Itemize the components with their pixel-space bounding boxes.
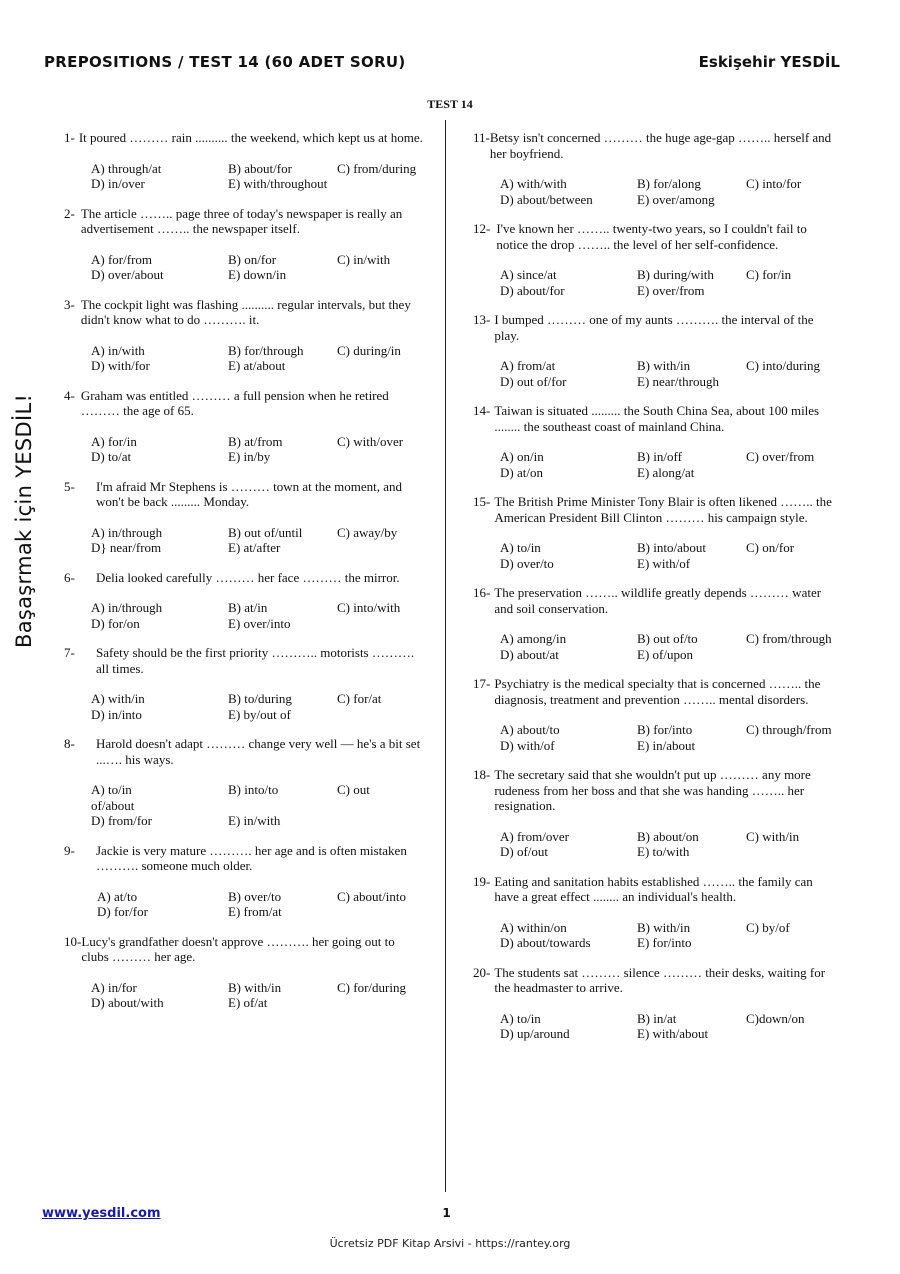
option-c-cont[interactable]: of/about: [91, 797, 135, 813]
option-e[interactable]: E) with/about: [637, 1026, 709, 1041]
question: [64, 206, 424, 283]
column-divider: [445, 120, 446, 1192]
option-c[interactable]: C) with/over: [337, 433, 404, 449]
question: [473, 965, 833, 1042]
options: [64, 525, 424, 556]
option-b[interactable]: B) into/to: [228, 782, 279, 797]
question-number: 13-: [473, 312, 491, 327]
question-text: Safety should be the first priority ……….. motorists ………. all times.: [96, 645, 415, 676]
document-title: PREPOSITIONS / TEST 14 (60 ADET SORU): [44, 53, 406, 71]
option-d[interactable]: D) about/at: [500, 646, 559, 662]
page-number: 1: [442, 1206, 451, 1220]
options: [473, 1011, 833, 1042]
option-b[interactable]: B) on/for: [228, 251, 277, 267]
option-e[interactable]: E) over/among: [637, 191, 715, 207]
option-d[interactable]: D) in/into: [91, 706, 142, 722]
option-b[interactable]: B) at/in: [228, 600, 268, 615]
option-d[interactable]: D) out of/for: [500, 373, 567, 389]
option-e[interactable]: E) with/of: [637, 555, 691, 571]
option-d[interactable]: D) at/on: [500, 464, 543, 480]
option-c[interactable]: C) over/from: [746, 449, 815, 464]
option-b[interactable]: B) in/at: [637, 1010, 677, 1026]
option-e[interactable]: E) for/into: [637, 935, 692, 950]
question-text: Eating and sanitation habits established …….. the family can have a great effect ........ an individual's health.: [494, 873, 813, 904]
option-a[interactable]: A) in/for: [91, 979, 137, 995]
question-number: 3-: [64, 296, 75, 312]
question-number: 15-: [473, 494, 491, 509]
option-d[interactable]: D) to/at: [91, 449, 132, 464]
option-c[interactable]: C) from/through: [746, 631, 832, 646]
option-a[interactable]: A) to/in: [500, 540, 541, 555]
option-e[interactable]: E) with/throughout: [228, 176, 328, 191]
option-c[interactable]: C) by/of: [746, 919, 790, 935]
option-a[interactable]: A) in/through: [91, 600, 163, 615]
option-spacer: [228, 798, 337, 814]
option-c[interactable]: C) into/with: [337, 600, 401, 615]
question: [64, 645, 424, 722]
question-text: I've known her …….. twenty-two years, so I couldn't fail to notice the drop …….. the level of her self-confidence.: [496, 221, 807, 252]
option-e[interactable]: E) of/at: [228, 995, 268, 1010]
question-text: Delia looked carefully ……… her face ……… the mirror.: [96, 569, 400, 585]
option-d[interactable]: D) of/out: [500, 844, 549, 859]
option-b[interactable]: B) during/with: [637, 267, 714, 282]
option-b[interactable]: B) with/in: [637, 358, 691, 373]
question-text: The preservation …….. wildlife greatly depends ……… water and soil conservation.: [494, 585, 822, 616]
option-c[interactable]: C) for/during: [337, 979, 406, 995]
option-a[interactable]: A) to/in: [500, 1010, 541, 1026]
option-e[interactable]: E) over/into: [228, 615, 291, 631]
option-d[interactable]: D) about/for: [500, 282, 565, 298]
option-e[interactable]: E) along/at: [637, 464, 695, 480]
options: [64, 343, 424, 374]
question-number: 8-: [64, 736, 75, 751]
option-c[interactable]: C) into/during: [746, 358, 821, 373]
question: [473, 312, 833, 389]
question-text: The article …….. page three of today's newspaper is really an advertisement …….. the newspaper itself.: [80, 205, 403, 236]
question-text: Graham was entitled ……… a full pension when he retired ……… the age of 65.: [80, 387, 389, 418]
question-text: Jackie is very mature ………. her age and is often mistaken ………. someone much older.: [96, 842, 407, 873]
option-b[interactable]: B) in/off: [637, 449, 682, 464]
option-d[interactable]: D) up/around: [500, 1026, 570, 1041]
question-text: The cockpit light was flashing .......... regular intervals, but they didn't know what to do ………. it.: [80, 296, 411, 327]
option-d[interactable]: D) over/about: [91, 267, 164, 282]
question-number: 20-: [473, 964, 491, 980]
left-column: [64, 130, 424, 1025]
option-d[interactable]: D) in/over: [91, 176, 145, 191]
option-b[interactable]: B) into/about: [637, 540, 706, 555]
question-text: I'm afraid Mr Stephens is ……… town at the moment, and won't be back ......... Monday.: [96, 478, 402, 509]
option-b[interactable]: B) to/during: [228, 691, 292, 706]
option-e[interactable]: E) in/with: [228, 813, 281, 828]
options: [473, 449, 833, 480]
website-link[interactable]: www.yesdil.com: [42, 1206, 161, 1221]
option-d[interactable]: D) about/with: [91, 995, 164, 1010]
question: [473, 767, 833, 860]
option-e[interactable]: E) by/out of: [228, 706, 291, 722]
option-c[interactable]: C) out: [337, 782, 370, 797]
option-d[interactable]: D) over/to: [500, 555, 554, 571]
option-c[interactable]: C) for/at: [337, 691, 382, 706]
option-c[interactable]: C) away/by: [337, 524, 398, 540]
question: [64, 570, 424, 632]
question: [64, 388, 424, 465]
option-e[interactable]: E) from/at: [228, 904, 282, 919]
question: [64, 130, 424, 192]
question-number: 12-: [473, 221, 491, 236]
options: [473, 829, 833, 860]
option-a[interactable]: A) on/in: [500, 449, 544, 464]
option-c[interactable]: C) during/in: [337, 342, 401, 358]
options: [64, 782, 424, 829]
option-b[interactable]: B) about/on: [637, 828, 699, 844]
option-c[interactable]: C) in/with: [337, 251, 391, 267]
option-a[interactable]: A) for/from: [91, 251, 153, 267]
option-d[interactable]: D} near/from: [91, 540, 162, 555]
option-e[interactable]: E) in/about: [637, 737, 696, 753]
option-a[interactable]: A) since/at: [500, 267, 557, 282]
options: [64, 434, 424, 465]
question: [473, 130, 833, 207]
option-b[interactable]: B) with/in: [228, 979, 282, 995]
question: [473, 585, 833, 662]
option-a[interactable]: A) for/in: [91, 433, 137, 449]
question: [64, 934, 424, 1011]
question-number: 1-: [64, 130, 75, 145]
option-e[interactable]: E) over/from: [637, 282, 705, 298]
option-c[interactable]: C) with/in: [746, 828, 800, 844]
options: [64, 980, 424, 1011]
option-a[interactable]: A) with/in: [91, 691, 145, 706]
option-a[interactable]: A) to/in: [91, 782, 132, 797]
question-text: Betsy isn't concerned ……… the huge age-gap …….. herself and her boyfriend.: [489, 130, 832, 161]
option-b[interactable]: B) at/from: [228, 433, 283, 449]
question-number: 17-: [473, 676, 491, 691]
question-number: 18-: [473, 767, 491, 782]
question-number: 2-: [64, 205, 75, 221]
option-e[interactable]: E) near/through: [637, 373, 719, 389]
option-a[interactable]: A) through/at: [91, 160, 162, 176]
option-c[interactable]: C)down/on: [746, 1010, 805, 1026]
option-b[interactable]: B) with/in: [637, 919, 691, 935]
option-d[interactable]: D) with/for: [91, 358, 150, 373]
option-a[interactable]: A) at/to: [97, 888, 138, 904]
author-label: Eskişehir YESDİL: [698, 53, 840, 71]
question-number: 10-: [64, 933, 82, 949]
option-b[interactable]: B) over/to: [228, 888, 282, 904]
archive-footer: Ücretsiz PDF Kitap Arsivi - https://rantey.org: [329, 1237, 571, 1250]
option-d[interactable]: D) about/towards: [500, 935, 591, 950]
question: [64, 297, 424, 374]
option-a[interactable]: A) from/at: [500, 358, 556, 373]
question-text: Taiwan is situated ......... the South China Sea, about 100 miles ........ the southeast coast of mainland China.: [494, 403, 820, 434]
option-e[interactable]: E) at/about: [228, 358, 286, 373]
option-e[interactable]: E) to/with: [637, 844, 690, 859]
option-e[interactable]: E) at/after: [228, 540, 281, 555]
question-number: 4-: [64, 387, 75, 403]
question-text: The students sat ……… silence ……… their desks, waiting for the headmaster to arrive.: [494, 964, 826, 995]
side-slogan: Başaşrmak için YESDİL!: [12, 393, 36, 648]
option-b[interactable]: B) about/for: [228, 160, 292, 176]
question: [473, 874, 833, 951]
question: [473, 494, 833, 571]
option-b[interactable]: B) for/along: [637, 176, 701, 191]
options: [473, 722, 833, 753]
option-b[interactable]: B) out of/to: [637, 631, 698, 646]
option-b[interactable]: B) out of/until: [228, 524, 303, 540]
question-number: 11-: [473, 130, 490, 145]
question-text: The secretary said that she wouldn't put up ……… any more rudeness from her boss and that she was handing …….. her resignation.: [494, 767, 811, 813]
options: [473, 540, 833, 571]
question: [473, 403, 833, 480]
options: [473, 920, 833, 951]
question-text: Psychiatry is the medical specialty that is concerned …….. the diagnosis, treatment and prevention …….. mental disorders.: [494, 676, 821, 707]
option-a[interactable]: A) from/over: [500, 828, 569, 844]
option-d[interactable]: D) with/of: [500, 737, 555, 753]
option-e[interactable]: E) down/in: [228, 267, 287, 282]
options: [473, 176, 833, 207]
question: [473, 221, 833, 298]
question-number: 9-: [64, 842, 75, 858]
options: [64, 161, 424, 192]
options: [64, 691, 424, 722]
question-text: I bumped ……… one of my aunts ………. the interval of the play.: [494, 312, 814, 343]
question: [473, 676, 833, 753]
question: [64, 479, 424, 556]
question-text: It poured ……… rain .......... the weekend, which kept us at home.: [78, 130, 423, 145]
option-e[interactable]: E) of/upon: [637, 646, 693, 662]
option-e[interactable]: E) in/by: [228, 449, 271, 464]
question-text: Harold doesn't adapt ……… change very well — he's a bit set ...…. his ways.: [96, 736, 421, 767]
option-c[interactable]: C) into/for: [746, 176, 802, 191]
question-number: 6-: [64, 569, 75, 585]
option-c[interactable]: C) for/in: [746, 267, 792, 282]
option-b[interactable]: B) for/into: [637, 722, 693, 737]
options: [64, 252, 424, 283]
question-number: 14-: [473, 403, 491, 418]
option-d[interactable]: D) about/between: [500, 191, 593, 207]
question-text: The British Prime Minister Tony Blair is often likened …….. the American President Bill Clinton ……… his campaign style.: [494, 494, 832, 525]
question-number: 5-: [64, 478, 75, 494]
question: [64, 843, 424, 920]
option-c[interactable]: C) about/into: [337, 888, 406, 904]
question-text: Lucy's grandfather doesn't approve ………. her going out to clubs ……… her age.: [81, 933, 395, 964]
option-a[interactable]: A) among/in: [500, 631, 567, 646]
option-c[interactable]: C) through/from: [746, 722, 832, 737]
option-d[interactable]: D) for/on: [91, 615, 140, 631]
options: [473, 631, 833, 662]
question-number: 16-: [473, 585, 491, 600]
option-a[interactable]: A) in/through: [91, 524, 163, 540]
options: [473, 358, 833, 389]
question: [64, 736, 424, 829]
options: [64, 889, 424, 920]
right-column: [473, 130, 833, 1056]
option-d[interactable]: D) for/for: [97, 904, 148, 919]
question-number: 7-: [64, 645, 75, 660]
option-c[interactable]: C) from/during: [337, 160, 417, 176]
test-title: TEST 14: [427, 97, 473, 111]
option-b[interactable]: B) for/through: [228, 342, 304, 358]
options: [473, 267, 833, 298]
option-a[interactable]: A) about/to: [500, 722, 560, 737]
option-c[interactable]: C) on/for: [746, 540, 795, 555]
option-a[interactable]: A) in/with: [91, 342, 145, 358]
option-a[interactable]: A) with/with: [500, 176, 567, 191]
option-spacer: [337, 798, 424, 814]
option-a[interactable]: A) within/on: [500, 919, 567, 935]
options: [64, 600, 424, 631]
option-d[interactable]: D) from/for: [91, 813, 153, 828]
question-number: 19-: [473, 873, 491, 889]
